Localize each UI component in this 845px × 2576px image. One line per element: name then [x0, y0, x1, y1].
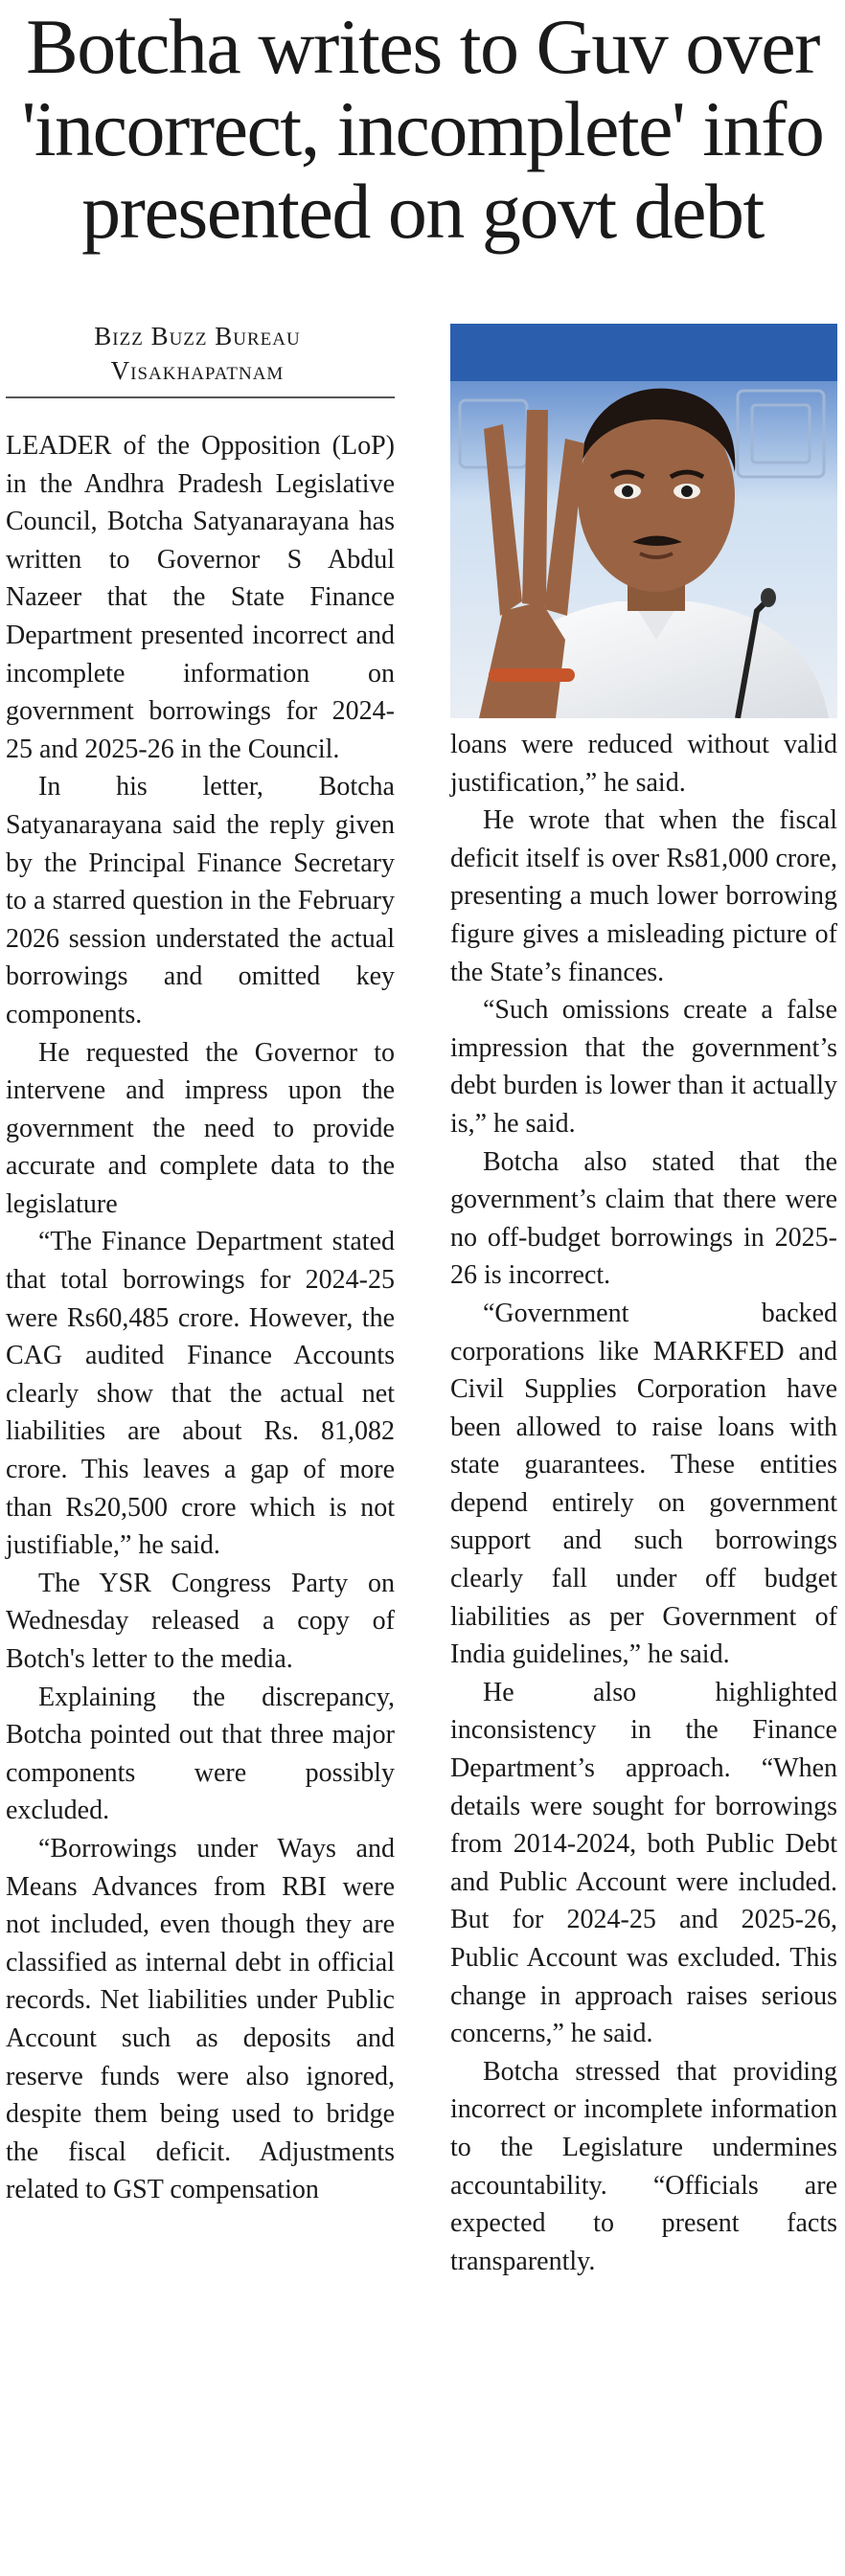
- article-column-1: [6, 427, 395, 2209]
- paragraph: He wrote that when the fiscal deficit itself is over Rs81,000 crore, presenting a much lower borrowing figure gives a misleading picture of the State’s finances.: [450, 805, 837, 987]
- paragraph: Explaining the discrepancy, Botcha pointed out that three major components were possibly excluded.: [6, 1682, 395, 1826]
- paragraph: “Government backed corporations like MARKFED and Civil Supplies Corporation have been allowed to raise loans with state guarantees. These entities depend entirely on government support and such borrowings clearly fall under off budget liabilities as per Government of India guidelines,” he said.: [450, 1298, 837, 1670]
- byline-location: Visakhapatnam: [110, 356, 285, 385]
- paragraph: “The Finance Department stated that total borrowings for 2024-25 were Rs60,485 crore. However, the CAG audited Finance Accounts clearly show that the actual net liabilities are about Rs. 81,082 crore. This leaves a gap of more than Rs20,500 crore which is not justifiable,” he said.: [6, 1227, 395, 1561]
- paragraph: He requested the Governor to intervene and impress upon the government the need to provide accurate and complete data to the legislature: [6, 1037, 395, 1219]
- headline: [0, 3, 845, 255]
- paragraph: “Such omissions create a false impression that the government’s debt burden is lower than it actually is,” he said.: [450, 995, 837, 1139]
- byline-divider: [6, 396, 395, 398]
- byline-bureau: Bizz Buzz Bureau: [94, 322, 301, 350]
- paragraph: LEADER of the Opposition (LoP) in the Andhra Pradesh Legislative Council, Botcha Satyanarayana has written to Governor S Abdul Nazeer that the State Finance Department presented incorrect and incomplete information on government borrowings for 2024-25 and 2025-26 in the Council.: [6, 431, 395, 764]
- headline-line: presented on govt debt: [81, 168, 764, 255]
- paragraph: Botcha also stated that the government’s claim that there were no off-budget borrowings in 2025-26 is incorrect.: [450, 1146, 837, 1291]
- paragraph: Botcha stressed that providing incorrect or incomplete information to the Legislature undermines accountability. “Officials are expected to present facts transparently.: [450, 2056, 837, 2276]
- paragraph: The YSR Congress Party on Wednesday released a copy of Botch's letter to the media.: [6, 1568, 395, 1674]
- headline-line: 'incorrect, incomplete' info: [21, 85, 824, 172]
- paragraph: In his letter, Botcha Satyanarayana said the reply given by the Principal Finance Secretary to a starred question in the February 2026 session understated the actual borrowings and omitted key components.: [6, 772, 395, 1029]
- byline: [0, 319, 395, 388]
- paragraph: He also highlighted inconsistency in the Finance Department’s approach. “When details were sought for borrowings from 2014-2024, both Public Debt and Public Account were included. But for 2024-25 and 2025-26, Public Account was excluded. This change in approach raises serious concerns,” he said.: [450, 1677, 837, 2049]
- headline-line: Botcha writes to Guv over: [26, 3, 819, 90]
- paragraph: loans were reduced without valid justification,” he said.: [450, 730, 837, 798]
- article-column-2: [450, 726, 837, 2280]
- paragraph: “Borrowings under Ways and Means Advances from RBI were not included, even though they are classified as internal debt in official records. Net liabilities under Public Account such as deposits and reserve funds were also ignored, despite them being used to bridge the fiscal deficit. Adjustments related to GST compensation: [6, 1833, 395, 2205]
- article-photo: [450, 324, 837, 718]
